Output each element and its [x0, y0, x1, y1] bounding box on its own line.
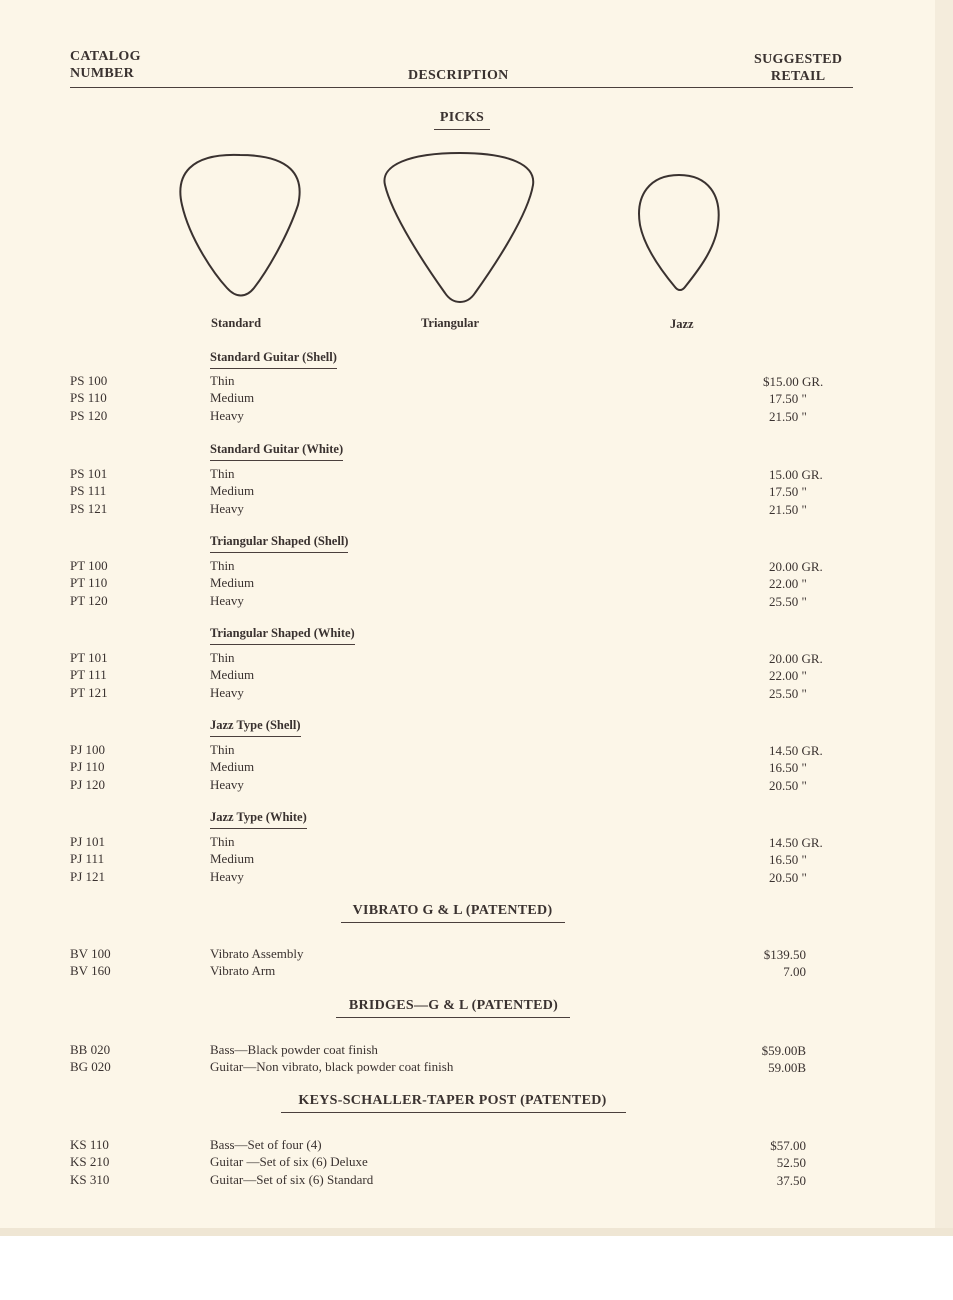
price-list	[769, 558, 845, 610]
catalog-number-list	[70, 833, 105, 885]
price-item: 17.50 "	[769, 391, 807, 407]
description-item: Bass—Set of four (4)	[210, 1137, 322, 1152]
price-item: $15.00 GR.	[763, 374, 824, 389]
group-title: Standard Guitar (Shell)	[210, 350, 337, 369]
catalog-number-list	[70, 372, 107, 424]
description-list	[210, 945, 303, 980]
price-item: 59.00B	[768, 1060, 806, 1076]
description-item: Vibrato Arm	[210, 963, 276, 979]
description-header: DESCRIPTION	[408, 68, 509, 83]
description-item: Guitar —Set of six (6) Deluxe	[210, 1154, 368, 1170]
description-item: Medium	[210, 390, 255, 406]
group-title: Jazz Type (White)	[210, 810, 307, 829]
catalog-number: PS 120	[70, 407, 108, 423]
page-edge	[935, 0, 953, 1235]
description-item: Bass—Black powder coat finish	[210, 1042, 378, 1057]
retail-header-line2: RETAIL	[770, 69, 826, 84]
description-item: Heavy	[210, 684, 244, 700]
catalog-number-header	[70, 48, 141, 82]
catalog-number: BV 100	[70, 946, 111, 961]
catalog-number: PT 100	[70, 558, 108, 573]
price-list	[769, 742, 845, 794]
price-list	[769, 834, 845, 886]
description-item: Medium	[210, 851, 255, 867]
catalog-number: PJ 110	[70, 759, 105, 775]
catalog-number-list	[70, 1136, 109, 1188]
vibrato-title-underline	[341, 922, 565, 923]
catalog-number-list	[70, 649, 108, 701]
description-item: Heavy	[210, 500, 244, 516]
price-item: 7.00	[783, 964, 806, 980]
description-item: Heavy	[210, 592, 244, 608]
catalog-number-list	[70, 465, 107, 517]
catalog-header-line1: CATALOG	[70, 49, 141, 64]
catalog-number: PJ 120	[70, 776, 106, 792]
description-item: Guitar—Set of six (6) Standard	[210, 1171, 374, 1187]
catalog-number: BB 020	[70, 1042, 111, 1057]
description-list	[210, 833, 254, 885]
price-item: 22.00 "	[769, 576, 807, 592]
description-item: Heavy	[210, 776, 244, 792]
description-item: Medium	[210, 759, 255, 775]
catalog-number: PT 120	[70, 592, 108, 608]
jazz-pick-label: Jazz	[670, 317, 694, 331]
catalog-number: PS 100	[70, 373, 108, 388]
catalog-number: PT 121	[70, 684, 108, 700]
keys-title-text: KEYS-SCHALLER-TAPER POST (PATENTED)	[298, 1093, 607, 1108]
price-item: $57.00	[770, 1138, 806, 1153]
catalog-number: PT 110	[70, 575, 108, 591]
price-item: $59.00B	[761, 1043, 806, 1058]
catalog-number-list	[70, 945, 111, 980]
picks-title-text: PICKS	[439, 110, 485, 125]
description-item: Thin	[210, 742, 235, 757]
catalog-number: PT 111	[70, 667, 107, 683]
catalog-number: PS 111	[70, 483, 107, 499]
price-item: 22.00 "	[769, 668, 807, 684]
bridges-title-underline	[336, 1017, 570, 1018]
price-item: 17.50 "	[769, 484, 807, 500]
price-item: 20.00 GR.	[769, 651, 823, 666]
description-item: Heavy	[210, 868, 244, 884]
description-item: Heavy	[210, 407, 244, 423]
price-item: 21.50 "	[769, 501, 807, 517]
price-list	[730, 1042, 806, 1077]
catalog-number: BG 020	[70, 1059, 111, 1075]
catalog-number-list	[70, 557, 108, 609]
catalog-number: KS 110	[70, 1137, 109, 1152]
price-list	[730, 1137, 806, 1189]
description-item: Medium	[210, 483, 255, 499]
vibrato-title	[330, 903, 575, 919]
keys-title	[270, 1093, 635, 1109]
catalog-number: BV 160	[70, 963, 111, 979]
group-title: Standard Guitar (White)	[210, 442, 343, 461]
description-item: Thin	[210, 373, 235, 388]
keys-title-underline	[281, 1112, 626, 1113]
catalog-number: PS 101	[70, 466, 108, 481]
description-item: Thin	[210, 650, 235, 665]
page-bottom-edge	[0, 1228, 953, 1236]
description-list	[210, 372, 254, 424]
pick-shapes-illustration	[170, 145, 740, 315]
price-list	[763, 373, 845, 425]
catalog-number: KS 210	[70, 1154, 110, 1170]
catalog-number: PJ 101	[70, 834, 106, 849]
bridges-title-text: BRIDGES—G & L (PATENTED)	[348, 998, 559, 1013]
description-item: Thin	[210, 834, 235, 849]
catalog-number: PJ 111	[70, 851, 105, 867]
catalog-number: KS 310	[70, 1171, 110, 1187]
description-item: Medium	[210, 667, 255, 683]
description-item: Thin	[210, 466, 235, 481]
price-list	[769, 650, 845, 702]
description-list	[210, 649, 254, 701]
picks-title	[430, 110, 494, 126]
description-list	[210, 741, 254, 793]
price-item: 20.00 GR.	[769, 559, 823, 574]
triangular-pick-outline	[384, 153, 533, 302]
price-item: 14.50 GR.	[769, 743, 823, 758]
catalog-number: PJ 100	[70, 742, 106, 757]
price-item: 20.50 "	[769, 777, 807, 793]
catalog-number-list	[70, 1041, 111, 1076]
price-item: 21.50 "	[769, 408, 807, 424]
price-item: 20.50 "	[769, 869, 807, 885]
suggested-retail-header	[754, 51, 842, 85]
price-list	[769, 466, 845, 518]
description-item: Thin	[210, 558, 235, 573]
description-item: Guitar—Non vibrato, black powder coat finish	[210, 1059, 454, 1075]
bridges-title	[326, 998, 581, 1014]
standard-pick-label: Standard	[211, 316, 262, 330]
description-item: Vibrato Assembly	[210, 946, 304, 961]
vibrato-title-text: VIBRATO G & L (PATENTED)	[352, 903, 553, 918]
price-item: 14.50 GR.	[769, 835, 823, 850]
standard-pick-outline	[180, 155, 299, 296]
price-item: 16.50 "	[769, 760, 807, 776]
group-title: Jazz Type (Shell)	[210, 718, 301, 737]
catalog-number: PS 121	[70, 500, 108, 516]
price-item: 15.00 GR.	[769, 467, 823, 482]
catalog-number: PT 101	[70, 650, 108, 665]
catalog-number: PS 110	[70, 390, 107, 406]
description-list	[210, 465, 254, 517]
catalog-header-line2: NUMBER	[70, 66, 135, 81]
price-list	[730, 946, 806, 981]
description-list	[210, 1041, 453, 1076]
price-item: 52.50	[776, 1155, 806, 1171]
header-rule	[70, 87, 853, 88]
retail-header-line1: SUGGESTED	[754, 52, 843, 67]
price-item: 25.50 "	[769, 593, 807, 609]
jazz-pick-outline	[639, 175, 719, 290]
description-list	[210, 557, 254, 609]
description-item: Medium	[210, 575, 255, 591]
price-item: 16.50 "	[769, 852, 807, 868]
price-item: 37.50	[776, 1172, 806, 1188]
group-title: Triangular Shaped (White)	[210, 626, 355, 645]
group-title: Triangular Shaped (Shell)	[210, 534, 348, 553]
price-item: 25.50 "	[769, 685, 807, 701]
catalog-number: PJ 121	[70, 868, 106, 884]
picks-title-underline	[434, 129, 490, 130]
triangular-pick-label: Triangular	[421, 316, 480, 330]
description-list	[210, 1136, 373, 1188]
catalog-number-list	[70, 741, 105, 793]
price-item: $139.50	[763, 947, 806, 962]
